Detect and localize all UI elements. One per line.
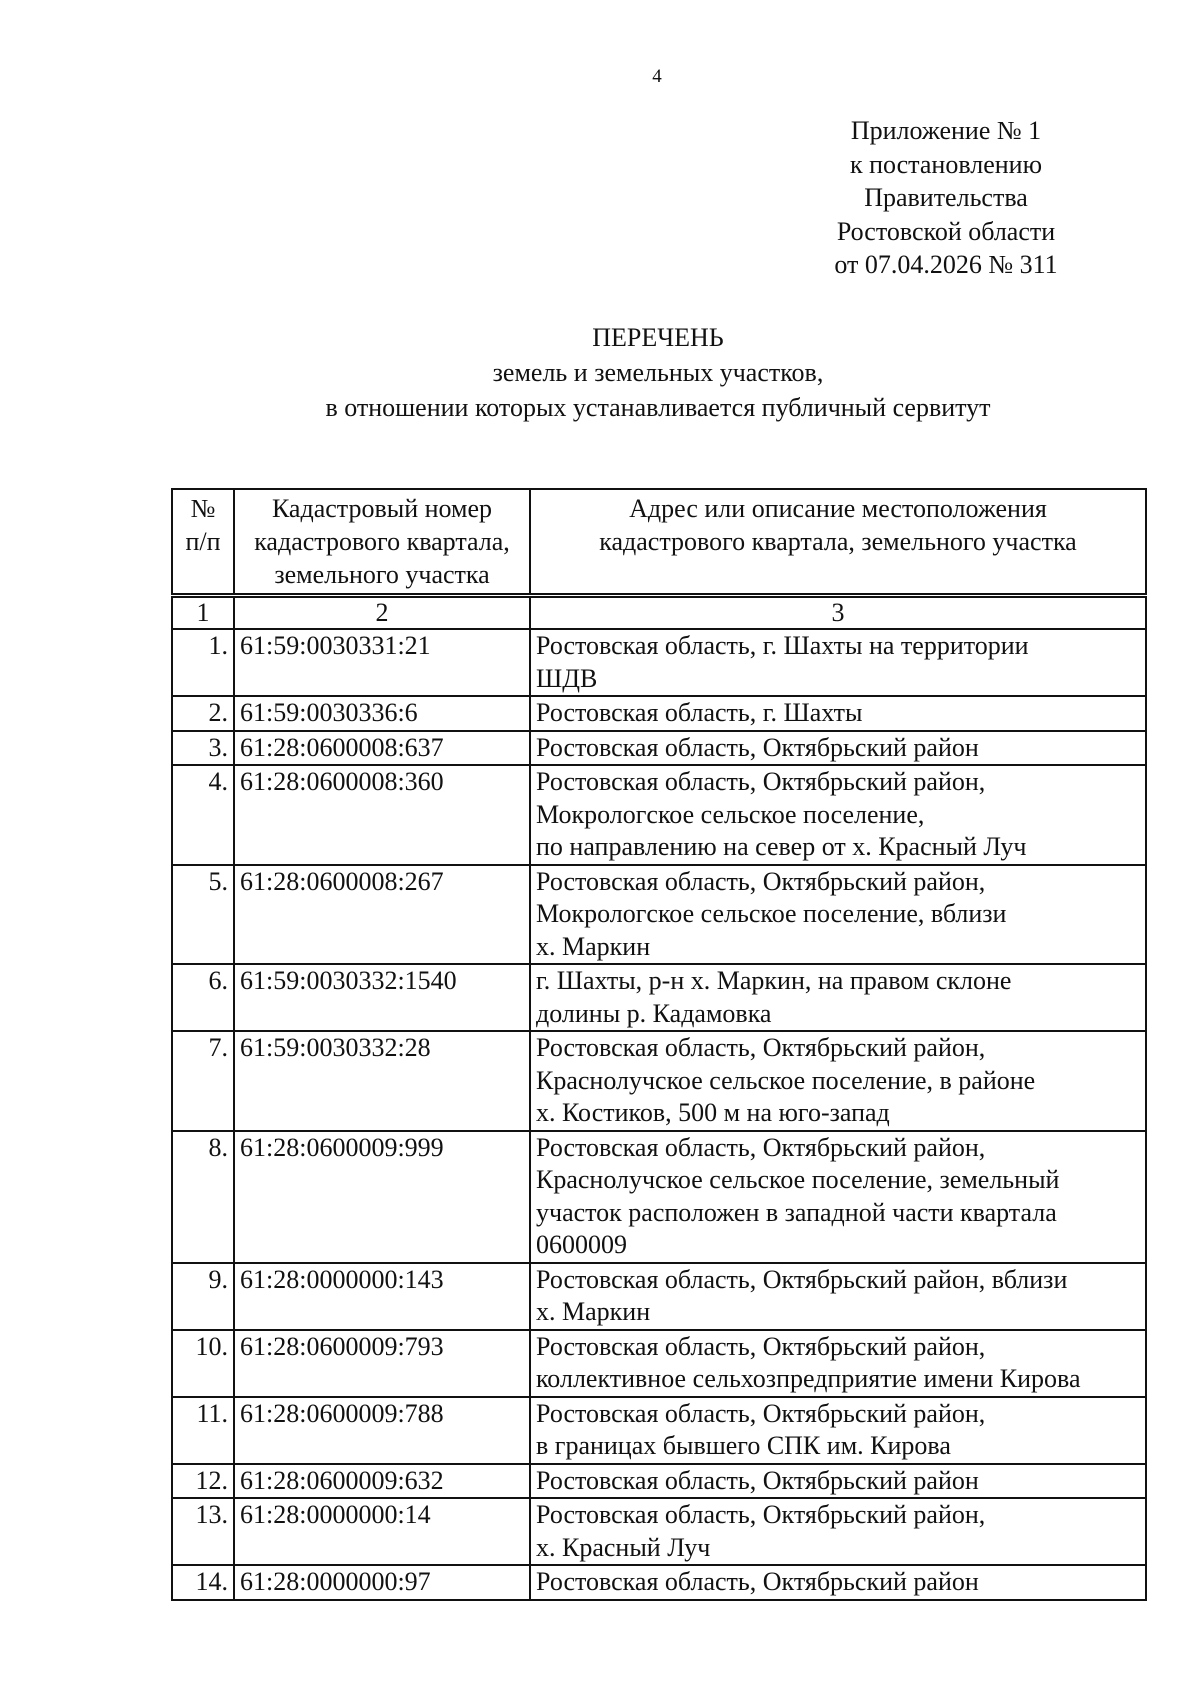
row-number: 1. <box>172 629 234 696</box>
table-row <box>172 731 1146 766</box>
table-row <box>172 1330 1146 1397</box>
address-line: Краснолучское сельское поселение, в районе <box>536 1065 1036 1095</box>
address-line: Ростовская область, Октябрьский район <box>536 732 979 762</box>
header-line: кадастрового квартала, <box>254 527 510 556</box>
address-line: г. Шахты, р-н х. Маркин, на правом склоне <box>536 966 1012 995</box>
cadastral-number: 61:59:0030336:6 <box>234 696 530 731</box>
cadastral-number: 61:28:0600009:793 <box>234 1330 530 1397</box>
header-line: кадастрового квартала, земельного участка <box>599 527 1077 556</box>
cadastral-number: 61:28:0000000:97 <box>234 1565 530 1600</box>
row-number: 3. <box>172 731 234 766</box>
address-line: коллективное сельхозпредприятие имени Кирова <box>536 1364 1081 1393</box>
header-cadastral <box>234 489 530 596</box>
row-number: 13. <box>172 1498 234 1565</box>
address-line: Ростовская область, Октябрьский район <box>536 1465 979 1495</box>
address-cell <box>530 1498 1146 1565</box>
cadastral-number: 61:28:0600009:999 <box>234 1131 530 1263</box>
page-number: 4 <box>652 66 662 87</box>
address-line: долины р. Кадамовка <box>536 998 772 1028</box>
row-number: 12. <box>172 1464 234 1499</box>
address-cell <box>530 1397 1146 1464</box>
header-num <box>172 489 234 596</box>
address-cell <box>530 1263 1146 1330</box>
address-cell <box>530 865 1146 965</box>
address-line: Ростовская область, Октябрьский район, <box>536 767 986 796</box>
document-subtitle-line: в отношении которых устанавливается публичный сервитут <box>325 393 991 422</box>
cadastral-number: 61:28:0600009:632 <box>234 1464 530 1499</box>
address-line: Ростовская область, г. Шахты на территории <box>536 631 1029 660</box>
address-line: Ростовская область, г. Шахты <box>536 698 863 727</box>
address-line: Ростовская область, Октябрьский район, вблизи <box>536 1264 1068 1294</box>
row-number: 6. <box>172 964 234 1031</box>
address-line: в границах бывшего СПК им. Кирова <box>536 1431 951 1460</box>
table-row <box>172 1031 1146 1131</box>
address-line: Ростовская область, Октябрьский район, <box>536 1500 986 1529</box>
row-number: 5. <box>172 865 234 965</box>
cadastral-number: 61:28:0600009:788 <box>234 1397 530 1464</box>
header-address <box>530 489 1146 596</box>
table-row <box>172 1464 1146 1499</box>
row-number: 2. <box>172 696 234 731</box>
table-row <box>172 1498 1146 1565</box>
table-row <box>172 1397 1146 1464</box>
address-line: Ростовская область, Октябрьский район, <box>536 1398 986 1428</box>
address-cell <box>530 1565 1146 1600</box>
table-row <box>172 1565 1146 1600</box>
appendix-line: к постановлению <box>849 149 1043 179</box>
cadastral-number: 61:59:0030332:1540 <box>234 964 530 1031</box>
row-number: 11. <box>172 1397 234 1464</box>
table-row <box>172 629 1146 696</box>
address-line: Ростовская область, Октябрьский район, <box>536 1331 986 1361</box>
address-line: ШДВ <box>536 663 598 693</box>
header-line: п/п <box>185 527 221 556</box>
row-number: 9. <box>172 1263 234 1330</box>
address-line: Мокрологское сельское поселение, <box>536 799 925 829</box>
cadastral-number: 61:59:0030332:28 <box>234 1031 530 1131</box>
address-line: Краснолучское сельское поселение, земельный <box>536 1165 1060 1194</box>
document-subtitle-line: земель и земельных участков, <box>492 358 824 387</box>
document-heading <box>172 320 1144 425</box>
cadastral-number: 61:59:0030331:21 <box>234 629 530 696</box>
table-row <box>172 765 1146 865</box>
table-row <box>172 696 1146 731</box>
table-row <box>172 1263 1146 1330</box>
land-plots-table <box>171 488 1147 1601</box>
cadastral-number: 61:28:0000000:143 <box>234 1263 530 1330</box>
address-cell <box>530 696 1146 731</box>
row-number: 7. <box>172 1031 234 1131</box>
appendix-line: Правительства <box>864 183 1028 212</box>
appendix-line: от 07.04.2026 № 311 <box>834 250 1058 279</box>
table-row <box>172 865 1146 965</box>
header-line: № <box>190 494 216 523</box>
row-number: 10. <box>172 1330 234 1397</box>
address-cell <box>530 765 1146 865</box>
address-line: Мокрологское сельское поселение, вблизи <box>536 899 1007 928</box>
address-line: Ростовская область, Октябрьский район, <box>536 866 986 896</box>
cadastral-number: 61:28:0600008:267 <box>234 865 530 965</box>
header-line: земельного участка <box>274 560 490 589</box>
address-cell <box>530 629 1146 696</box>
document-title: ПЕРЕЧЕНЬ <box>592 323 724 352</box>
address-line: х. Красный Луч <box>536 1532 711 1562</box>
table-row <box>172 964 1146 1031</box>
column-number: 1 <box>172 596 234 630</box>
address-line: Ростовская область, Октябрьский район, <box>536 1033 986 1062</box>
address-line: Ростовская область, Октябрьский район, <box>536 1132 986 1162</box>
row-number: 4. <box>172 765 234 865</box>
table-header-row <box>172 489 1146 596</box>
address-cell <box>530 731 1146 766</box>
row-number: 14. <box>172 1565 234 1600</box>
cadastral-number: 61:28:0600008:637 <box>234 731 530 766</box>
column-numbers-row <box>172 596 1146 630</box>
address-line: участок расположен в западной части квартала <box>536 1197 1057 1227</box>
column-number: 2 <box>234 596 530 630</box>
address-line: х. Маркин <box>536 1297 651 1326</box>
address-line: х. Маркин <box>536 931 651 961</box>
cadastral-number: 61:28:0600008:360 <box>234 765 530 865</box>
address-cell <box>530 1464 1146 1499</box>
cadastral-number: 61:28:0000000:14 <box>234 1498 530 1565</box>
header-line: Адрес или описание местоположения <box>629 494 1047 523</box>
address-cell <box>530 964 1146 1031</box>
address-line: 0600009 <box>536 1230 627 1259</box>
appendix-line: Приложение № 1 <box>850 116 1042 145</box>
address-cell <box>530 1330 1146 1397</box>
header-line: Кадастровый номер <box>271 494 493 523</box>
address-line: Ростовская область, Октябрьский район <box>536 1567 979 1596</box>
address-line: х. Костиков, 500 м на юго-запад <box>536 1098 890 1127</box>
address-cell <box>530 1031 1146 1131</box>
table-row <box>172 1131 1146 1263</box>
address-cell <box>530 1131 1146 1263</box>
appendix-block <box>800 114 1092 282</box>
appendix-line: Ростовской области <box>836 216 1056 246</box>
row-number: 8. <box>172 1131 234 1263</box>
column-number: 3 <box>530 596 1146 630</box>
address-line: по направлению на север от х. Красный Луч <box>536 832 1027 861</box>
